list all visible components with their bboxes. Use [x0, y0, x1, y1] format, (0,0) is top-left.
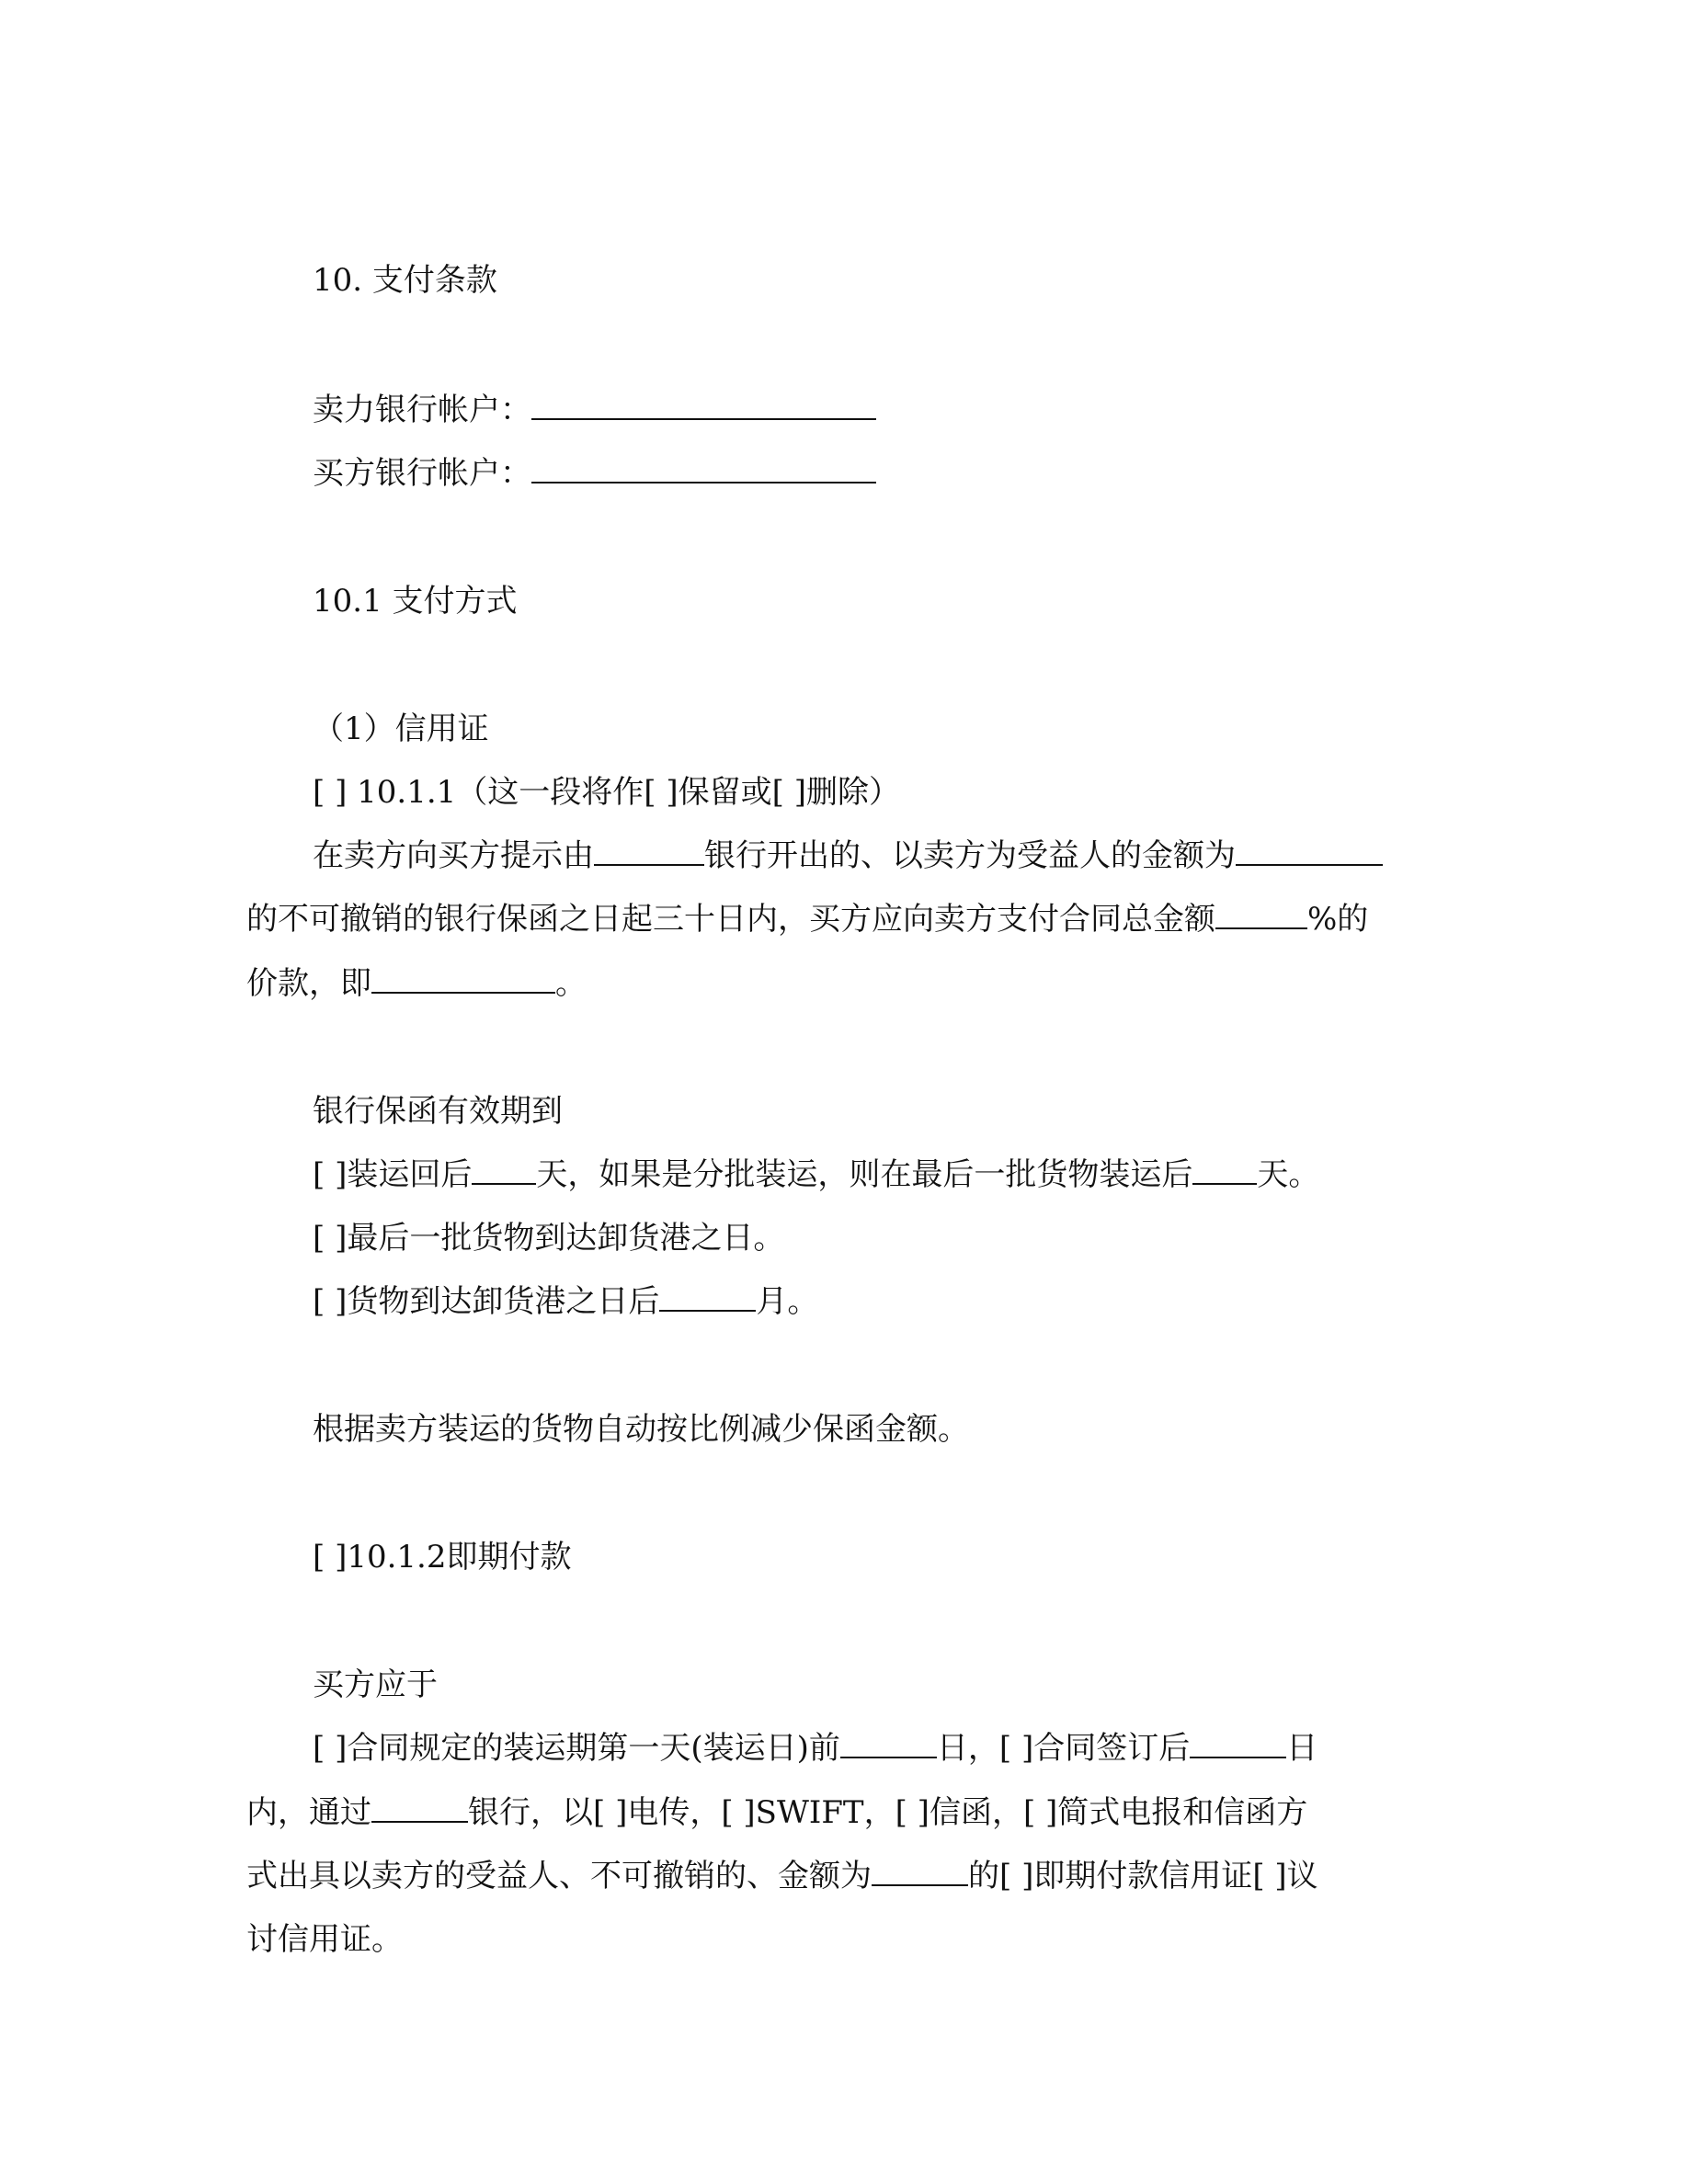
buyer-shall	[313, 1665, 438, 1705]
option-text: 天。	[1257, 1156, 1320, 1193]
para2-text: 的[ ]即期付款信用证[ ]议	[968, 1858, 1318, 1894]
seller-account-line	[313, 390, 876, 430]
para2-text: 内，通过	[246, 1794, 371, 1831]
option-text: 月。	[756, 1283, 819, 1320]
buyer-account-field[interactable]	[531, 454, 876, 483]
para2-text: [ ]合同规定的装运期第一天(装运日)前	[313, 1730, 840, 1767]
para2-line2	[246, 1792, 1307, 1833]
section-heading	[313, 260, 497, 301]
lc-heading	[313, 709, 489, 749]
buyer-shall-text: 买方应于	[313, 1666, 438, 1703]
buyer-account-line	[313, 453, 876, 494]
para1-text: 价款，即	[246, 965, 371, 1002]
months-field[interactable]	[659, 1282, 756, 1312]
price-field[interactable]	[371, 964, 555, 994]
days-after-shipment-field[interactable]	[472, 1155, 536, 1185]
reduction-note-text: 根据卖方装运的货物自动按比例减少保函金额。	[313, 1411, 969, 1448]
clause-10-1-1	[313, 772, 900, 813]
section-heading-text: 10. 支付条款	[313, 262, 497, 299]
reduction-note	[313, 1409, 969, 1450]
option-text: 天，如果是分批装运，则在最后一批货物装运后	[536, 1156, 1193, 1193]
para1-text: 的不可撤销的银行保函之日起三十日内，买方应向卖方支付合同总金额	[246, 901, 1215, 938]
option-text: [ ]货物到达卸货港之日后	[313, 1283, 660, 1320]
option-text: [ ]最后一批货物到达卸货港之日。	[313, 1220, 785, 1257]
bank-field[interactable]	[371, 1793, 468, 1823]
option-text: [ ]装运回后	[313, 1156, 473, 1193]
days-after-signing-field[interactable]	[1190, 1729, 1286, 1758]
validity-heading	[313, 1091, 563, 1132]
buyer-account-label: 买方银行帐户：	[313, 455, 531, 492]
para2-text: 日	[1286, 1730, 1318, 1767]
para1-text: 。	[555, 965, 587, 1002]
validity-option-3	[313, 1281, 818, 1322]
clause-10-1-2-text: [ ]10.1.2即期付款	[313, 1539, 572, 1575]
para1-line1	[313, 836, 1383, 876]
para1-line2	[246, 899, 1368, 939]
payment-method-heading	[313, 581, 518, 621]
para2-text: 银行，以[ ]电传，[ ]SWIFT，[ ]信函，[ ]简式电报和信函方	[468, 1794, 1308, 1831]
seller-account-field[interactable]	[531, 391, 876, 420]
lc-heading-text: （1）信用证	[313, 711, 489, 747]
validity-heading-text: 银行保函有效期到	[313, 1093, 563, 1130]
para1-line3	[246, 963, 587, 1004]
clause-10-1-1-text: [ ] 10.1.1（这一段将作[ ]保留或[ ]删除）	[313, 774, 900, 811]
validity-option-1	[313, 1155, 1319, 1195]
para2-line3	[246, 1856, 1318, 1896]
percent-field[interactable]	[1215, 900, 1307, 929]
guarantee-amount-field[interactable]	[1236, 836, 1383, 866]
para1-text: %的	[1307, 901, 1369, 938]
issuing-bank-field[interactable]	[594, 836, 704, 866]
clause-10-1-2	[313, 1537, 571, 1577]
para2-text: 日，[ ]合同签订后	[936, 1730, 1191, 1767]
para2-line4	[246, 1919, 403, 1960]
para1-text: 银行开出的、以卖方为受益人的金额为	[704, 837, 1236, 874]
para2-line1	[313, 1728, 1317, 1769]
validity-option-2	[313, 1218, 784, 1258]
para2-text: 式出具以卖方的受益人、不可撤销的、金额为	[246, 1858, 872, 1894]
lc-amount-field[interactable]	[872, 1857, 968, 1886]
payment-method-heading-text: 10.1 支付方式	[313, 583, 518, 620]
para1-text: 在卖方向买方提示由	[313, 837, 594, 874]
days-after-last-shipment-field[interactable]	[1192, 1155, 1257, 1185]
seller-account-label: 卖力银行帐户：	[313, 392, 531, 428]
days-before-shipment-field[interactable]	[840, 1729, 937, 1758]
para2-text: 讨信用证。	[246, 1921, 403, 1958]
